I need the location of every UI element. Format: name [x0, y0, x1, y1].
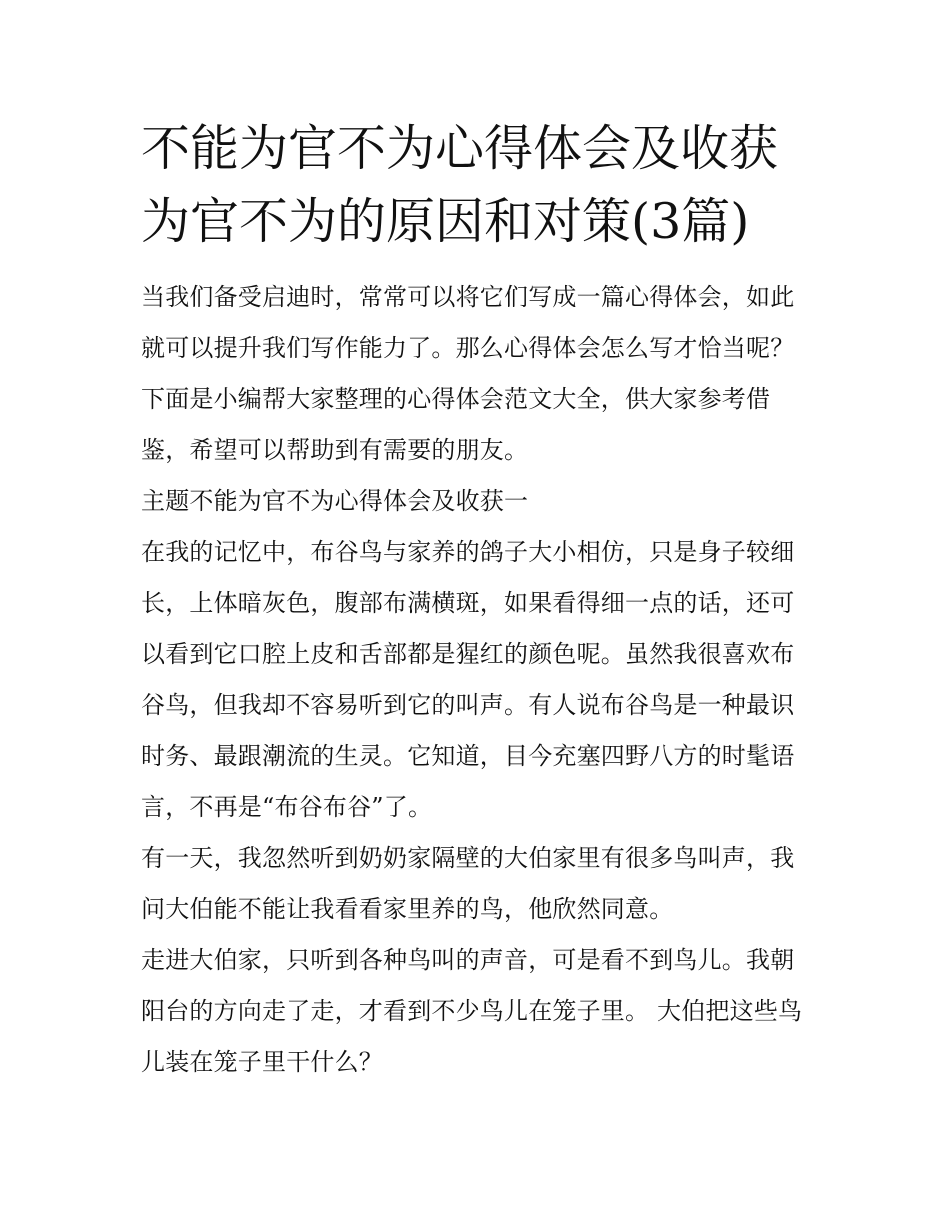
- body-paragraph: 走进大伯家，只听到各种鸟叫的声音，可是看不到鸟儿。我朝阳台的方向走了走，才看到不少鸟儿在笼子里。 大伯把这些鸟儿装在笼子里干什么？: [141, 946, 803, 1076]
- document-page: [141, 112, 816, 1088]
- body-paragraph: 在我的记忆中，布谷鸟与家养的鸽子大小相仿，只是身子较细长，上体暗灰色，腹部布满横斑，如果看得细一点的话，还可以看到它口腔上皮和舌部都是猩红的颜色呢。虽然我很喜欢布谷鸟，但我却不容易听到它的叫声。有人说布谷鸟是一种最识时务、最跟潮流的生灵。它知道，目今充塞四野八方的时髦语言，不再是“布谷布谷”了。: [141, 538, 795, 821]
- document-title: 不能为官不为心得体会及收获为官不为的原因和对策(3篇): [141, 120, 779, 250]
- intro-paragraph: 当我们备受启迪时，常常可以将它们写成一篇心得体会，如此就可以提升我们写作能力了。那么心得体会怎么写才恰当呢？下面是小编帮大家整理的心得体会范文大全，供大家参考借鉴，希望可以帮助到有需要的朋友。: [141, 283, 795, 464]
- section-heading: 主题不能为官不为心得体会及收获一: [141, 487, 529, 515]
- body-paragraph: 有一天，我忽然听到奶奶家隔壁的大伯家里有很多鸟叫声，我问大伯能不能让我看看家里养的鸟，他欣然同意。: [141, 844, 795, 923]
